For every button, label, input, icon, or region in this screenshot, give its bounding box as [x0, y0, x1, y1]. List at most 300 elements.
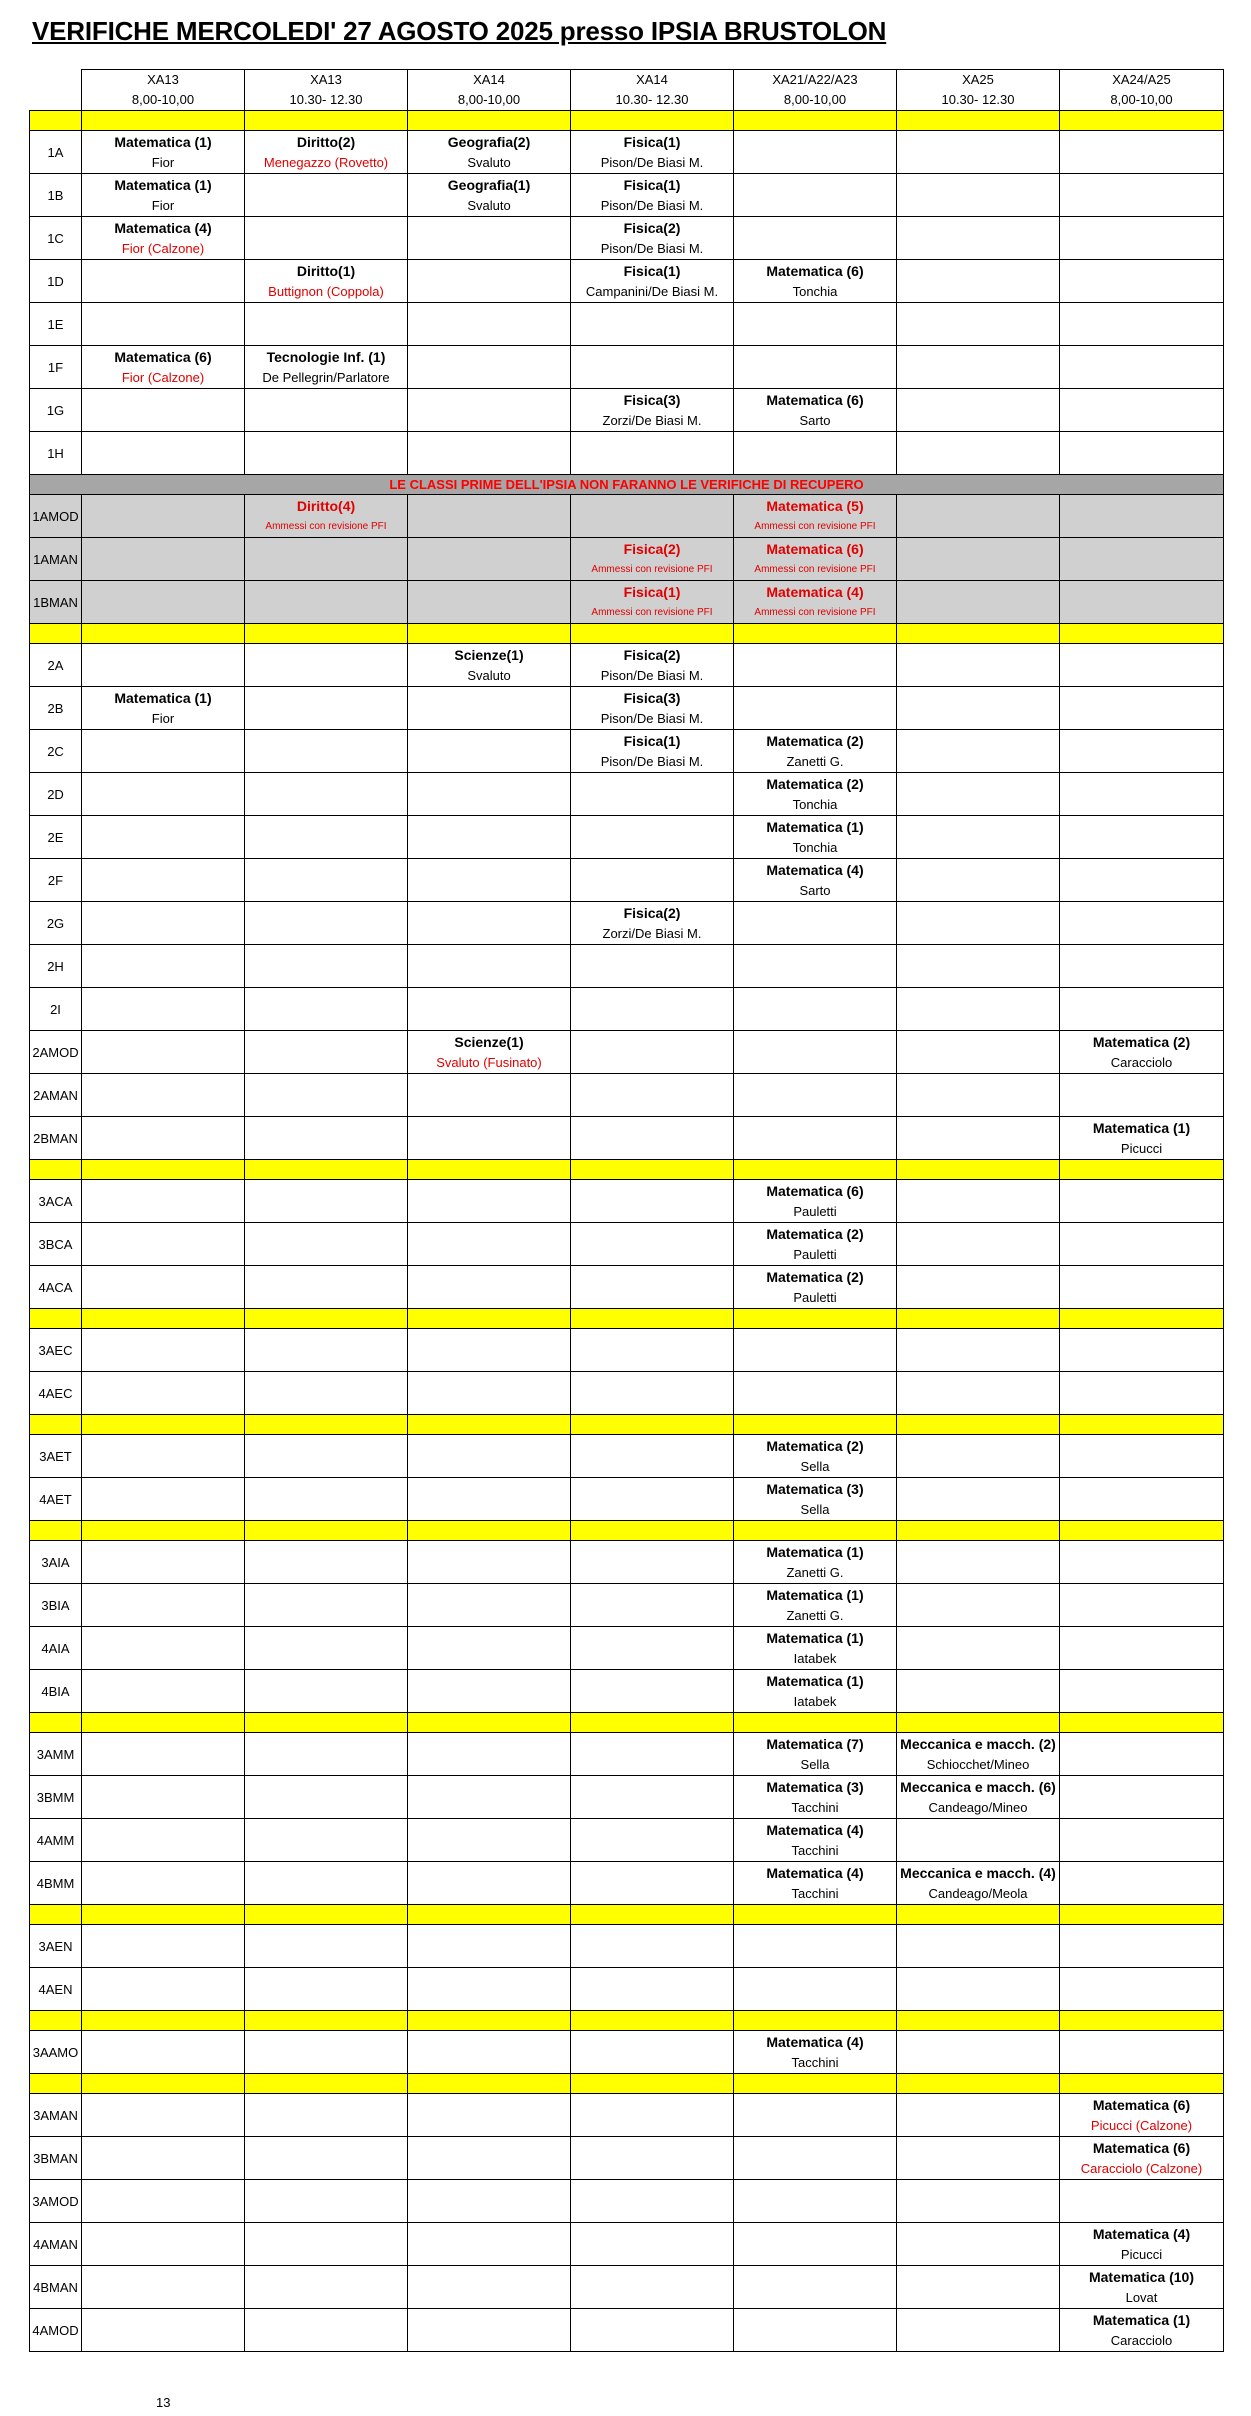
exam-cell — [734, 1266, 897, 1309]
exam-cell — [734, 1372, 897, 1415]
exam-subject: Matematica (6) — [1092, 2139, 1191, 2156]
exam-cell — [897, 260, 1060, 303]
exam-cell — [408, 1776, 571, 1819]
separator-row — [30, 1713, 1224, 1733]
class-row — [30, 730, 1224, 773]
exam-cell — [734, 1584, 897, 1627]
exam-subject: Matematica (6) — [114, 348, 212, 365]
exam-cell — [82, 773, 245, 816]
exam-cell — [734, 1541, 897, 1584]
exam-cell — [245, 1117, 408, 1160]
exam-teacher: Buttignon (Coppola) — [268, 283, 384, 299]
exam-cell — [82, 2031, 245, 2074]
exam-cell — [897, 131, 1060, 174]
exam-teacher: Pison/De Biasi M. — [600, 197, 704, 213]
exam-subject: Diritto(2) — [296, 133, 356, 150]
separator-cell — [1060, 1309, 1224, 1329]
exam-cell — [571, 1372, 734, 1415]
exam-cell — [734, 1968, 897, 2011]
exam-subject: Matematica (2) — [766, 1437, 864, 1454]
exam-cell — [1060, 1031, 1224, 1074]
exam-cell — [245, 2031, 408, 2074]
exam-cell — [408, 346, 571, 389]
exam-cell — [571, 1180, 734, 1223]
class-row — [30, 773, 1224, 816]
exam-cell — [1060, 1733, 1224, 1776]
exam-cell — [897, 1968, 1060, 2011]
class-row — [30, 1223, 1224, 1266]
column-room: XA14 — [473, 72, 505, 87]
exam-teacher: Pison/De Biasi M. — [600, 154, 704, 170]
class-name: 3BMAN — [30, 2137, 82, 2180]
exam-subject: Tecnologie Inf. (1) — [266, 348, 386, 365]
exam-teacher: Candeago/Meola — [928, 1885, 1028, 1901]
exam-cell — [734, 432, 897, 475]
separator-cell — [408, 624, 571, 644]
exam-teacher: Iatabek — [793, 1650, 837, 1666]
exam-cell — [897, 432, 1060, 475]
exam-subject: Matematica (1) — [114, 176, 212, 193]
exam-teacher: Candeago/Mineo — [928, 1799, 1028, 1815]
exam-subject: Matematica (4) — [766, 1864, 864, 1881]
exam-cell — [245, 2180, 408, 2223]
column-room: XA24/A25 — [1112, 72, 1171, 87]
exam-teacher: Picucci — [1120, 2246, 1163, 2262]
exam-cell — [245, 1925, 408, 1968]
exam-teacher: Fior — [151, 197, 175, 213]
separator-cell — [897, 2011, 1060, 2031]
exam-cell — [897, 1478, 1060, 1521]
class-row — [30, 2094, 1224, 2137]
exam-cell — [897, 1180, 1060, 1223]
separator-cell — [1060, 111, 1224, 131]
exam-cell — [897, 1435, 1060, 1478]
separator-cell — [245, 1521, 408, 1541]
class-name: 1D — [30, 260, 82, 303]
exam-cell — [734, 389, 897, 432]
exam-cell — [1060, 2266, 1224, 2309]
exam-cell — [1060, 1117, 1224, 1160]
exam-cell — [734, 816, 897, 859]
separator-cell — [245, 2074, 408, 2094]
separator-cell — [245, 2011, 408, 2031]
exam-cell — [245, 495, 408, 538]
separator-cell — [82, 1415, 245, 1435]
exam-cell — [1060, 174, 1224, 217]
class-row — [30, 816, 1224, 859]
exam-cell — [82, 1627, 245, 1670]
exam-cell — [1060, 1541, 1224, 1584]
exam-cell — [245, 1862, 408, 1905]
exam-cell — [1060, 730, 1224, 773]
exam-cell — [1060, 687, 1224, 730]
exam-cell — [734, 1733, 897, 1776]
separator-cell — [30, 1713, 82, 1733]
exam-cell — [82, 131, 245, 174]
exam-cell — [897, 389, 1060, 432]
exam-teacher: Tonchia — [792, 283, 838, 299]
exam-cell — [82, 2309, 245, 2352]
exam-cell — [897, 1670, 1060, 1713]
exam-cell — [82, 1372, 245, 1415]
exam-teacher: Tacchini — [791, 1799, 839, 1815]
exam-cell — [734, 644, 897, 687]
separator-cell — [82, 2074, 245, 2094]
exam-cell — [734, 2180, 897, 2223]
exam-cell — [408, 1266, 571, 1309]
exam-cell — [82, 687, 245, 730]
exam-cell — [734, 1925, 897, 1968]
separator-cell — [571, 1713, 734, 1733]
class-row — [30, 1478, 1224, 1521]
exam-cell — [245, 816, 408, 859]
class-row — [30, 1180, 1224, 1223]
column-room: XA13 — [147, 72, 179, 87]
exam-cell — [571, 1733, 734, 1776]
separator-row — [30, 1160, 1224, 1180]
separator-cell — [30, 111, 82, 131]
exam-cell — [897, 773, 1060, 816]
exam-subject: Meccanica e macch. (2) — [900, 1735, 1056, 1752]
class-name: 1A — [30, 131, 82, 174]
exam-subject: Geografia(1) — [447, 176, 531, 193]
exam-cell — [82, 1223, 245, 1266]
exam-cell — [82, 988, 245, 1031]
class-row — [30, 346, 1224, 389]
exam-cell — [408, 1031, 571, 1074]
class-name: 4AEC — [30, 1372, 82, 1415]
exam-cell — [82, 432, 245, 475]
exam-teacher: Pauletti — [793, 1203, 837, 1219]
exam-cell — [571, 2137, 734, 2180]
exam-cell — [408, 1478, 571, 1521]
exam-subject: Matematica (1) — [766, 1629, 864, 1646]
class-row — [30, 260, 1224, 303]
exam-subject: Matematica (1) — [114, 689, 212, 706]
separator-cell — [734, 1713, 897, 1733]
exam-cell — [571, 1584, 734, 1627]
exam-cell — [82, 945, 245, 988]
exam-cell — [734, 2031, 897, 2074]
separator-cell — [245, 624, 408, 644]
exam-cell — [734, 260, 897, 303]
exam-cell — [571, 1435, 734, 1478]
exam-cell — [82, 1733, 245, 1776]
exam-cell — [245, 1819, 408, 1862]
column-time: 10.30- 12.30 — [615, 92, 689, 107]
class-name: 2AMAN — [30, 1074, 82, 1117]
separator-cell — [82, 1905, 245, 1925]
separator-cell — [734, 2074, 897, 2094]
exam-cell — [82, 1031, 245, 1074]
class-row — [30, 1862, 1224, 1905]
page-title: VERIFICHE MERCOLEDI' 27 AGOSTO 2025 presso IPSIA BRUSTOLON — [32, 16, 887, 46]
exam-cell — [571, 1074, 734, 1117]
exam-subject: Matematica (5) — [766, 497, 864, 514]
class-row — [30, 1776, 1224, 1819]
exam-cell — [571, 988, 734, 1031]
separator-cell — [30, 2074, 82, 2094]
exam-subject: Matematica (3) — [766, 1480, 864, 1497]
exam-cell — [245, 945, 408, 988]
exam-subject: Matematica (6) — [766, 1182, 864, 1199]
class-name: 4BMM — [30, 1862, 82, 1905]
page-number: 13 — [156, 2395, 171, 2410]
exam-cell — [571, 1031, 734, 1074]
exam-cell — [571, 687, 734, 730]
exam-cell — [82, 1329, 245, 1372]
exam-cell — [1060, 538, 1224, 581]
exam-subject: Matematica (1) — [114, 133, 212, 150]
exam-subject: Fisica(1) — [623, 133, 681, 150]
separator-cell — [408, 2074, 571, 2094]
class-row — [30, 1819, 1224, 1862]
exam-cell — [408, 816, 571, 859]
exam-cell — [82, 389, 245, 432]
separator-cell — [734, 1160, 897, 1180]
exam-cell — [245, 1372, 408, 1415]
exam-cell — [571, 945, 734, 988]
column-room: XA14 — [636, 72, 668, 87]
class-row — [30, 644, 1224, 687]
exam-cell — [245, 1968, 408, 2011]
class-name: 4BIA — [30, 1670, 82, 1713]
exam-cell — [245, 1733, 408, 1776]
exam-teacher: Zanetti G. — [786, 1564, 844, 1580]
exam-subject: Fisica(3) — [623, 391, 681, 408]
exam-cell — [245, 1074, 408, 1117]
exam-subject: Matematica (6) — [766, 262, 864, 279]
exam-cell — [1060, 2031, 1224, 2074]
class-name: 3BIA — [30, 1584, 82, 1627]
exam-cell — [897, 2031, 1060, 2074]
class-row — [30, 131, 1224, 174]
exam-cell — [897, 174, 1060, 217]
exam-note: Ammessi con revisione PFI — [591, 563, 713, 575]
separator-cell — [82, 1160, 245, 1180]
column-time: 8,00-10,00 — [783, 92, 847, 107]
exam-subject: Matematica (4) — [766, 861, 864, 878]
exam-cell — [408, 1819, 571, 1862]
exam-teacher: Caracciolo — [1110, 1054, 1173, 1070]
exam-cell — [1060, 1329, 1224, 1372]
exam-subject: Scienze(1) — [454, 646, 524, 663]
exam-subject: Matematica (6) — [766, 391, 864, 408]
separator-cell — [1060, 1415, 1224, 1435]
exam-cell — [897, 581, 1060, 624]
class-row — [30, 859, 1224, 902]
exam-cell — [408, 1541, 571, 1584]
separator-cell — [897, 1415, 1060, 1435]
exam-cell — [897, 538, 1060, 581]
exam-subject: Fisica(2) — [623, 219, 681, 236]
exam-cell — [82, 1968, 245, 2011]
exam-cell — [897, 687, 1060, 730]
separator-cell — [82, 1713, 245, 1733]
exam-cell — [245, 1180, 408, 1223]
separator-row — [30, 1309, 1224, 1329]
exam-note: Ammessi con revisione PFI — [754, 520, 876, 532]
class-row — [30, 581, 1224, 624]
class-row — [30, 2223, 1224, 2266]
separator-cell — [571, 624, 734, 644]
exam-cell — [1060, 1925, 1224, 1968]
separator-cell — [1060, 624, 1224, 644]
exam-cell — [734, 1435, 897, 1478]
exam-cell — [734, 1117, 897, 1160]
separator-cell — [82, 2011, 245, 2031]
exam-subject: Matematica (1) — [1092, 2311, 1191, 2328]
separator-cell — [897, 1713, 1060, 1733]
exam-subject: Meccanica e macch. (6) — [900, 1778, 1056, 1795]
exam-cell — [245, 2223, 408, 2266]
class-name: 4AEN — [30, 1968, 82, 2011]
separator-cell — [1060, 1521, 1224, 1541]
exam-cell — [82, 1541, 245, 1584]
exam-cell — [897, 303, 1060, 346]
separator-cell — [897, 1521, 1060, 1541]
exam-cell — [571, 1329, 734, 1372]
exam-cell — [734, 581, 897, 624]
exam-cell — [408, 2031, 571, 2074]
exam-teacher: Campanini/De Biasi M. — [585, 283, 719, 299]
exam-cell — [897, 2266, 1060, 2309]
exam-cell — [408, 2266, 571, 2309]
separator-cell — [571, 1160, 734, 1180]
exam-cell — [1060, 1266, 1224, 1309]
class-name: 2A — [30, 644, 82, 687]
exam-teacher: Tacchini — [791, 1842, 839, 1858]
exam-cell — [897, 1862, 1060, 1905]
exam-cell — [82, 2180, 245, 2223]
separator-cell — [1060, 1713, 1224, 1733]
exam-cell — [734, 1776, 897, 1819]
class-name: 4AET — [30, 1478, 82, 1521]
exam-cell — [82, 538, 245, 581]
exam-cell — [897, 1329, 1060, 1372]
exam-subject: Meccanica e macch. (4) — [900, 1864, 1056, 1881]
exam-cell — [1060, 432, 1224, 475]
exam-cell — [1060, 2137, 1224, 2180]
exam-cell — [245, 2137, 408, 2180]
exam-cell — [1060, 1435, 1224, 1478]
exam-cell — [571, 303, 734, 346]
exam-cell — [408, 1372, 571, 1415]
exam-cell — [734, 1223, 897, 1266]
exam-cell — [734, 988, 897, 1031]
column-header — [734, 70, 897, 111]
exam-cell — [82, 1584, 245, 1627]
exam-cell — [245, 1627, 408, 1670]
exam-cell — [897, 346, 1060, 389]
exam-cell — [82, 217, 245, 260]
exam-cell — [408, 1180, 571, 1223]
exam-teacher: Zanetti G. — [786, 753, 844, 769]
exam-teacher: Svaluto (Fusinato) — [436, 1054, 542, 1070]
exam-cell — [897, 2223, 1060, 2266]
column-time: 8,00-10,00 — [457, 92, 521, 107]
exam-subject: Matematica (4) — [1092, 2225, 1191, 2242]
class-row — [30, 303, 1224, 346]
exam-teacher: Sella — [800, 1501, 830, 1517]
exam-cell — [245, 730, 408, 773]
separator-cell — [82, 624, 245, 644]
exam-cell — [408, 538, 571, 581]
exam-cell — [245, 432, 408, 475]
exam-cell — [245, 303, 408, 346]
class-row — [30, 432, 1224, 475]
exam-subject: Matematica (2) — [1092, 1033, 1191, 1050]
exam-cell — [571, 581, 734, 624]
separator-cell — [408, 1905, 571, 1925]
exam-cell — [1060, 1478, 1224, 1521]
exam-cell — [571, 1117, 734, 1160]
exam-cell — [408, 260, 571, 303]
class-name: 3BMM — [30, 1776, 82, 1819]
exam-cell — [245, 1223, 408, 1266]
exam-cell — [734, 902, 897, 945]
exam-cell — [571, 538, 734, 581]
exam-cell — [408, 495, 571, 538]
exam-cell — [82, 260, 245, 303]
class-row — [30, 1541, 1224, 1584]
exam-cell — [571, 217, 734, 260]
exam-cell — [82, 1266, 245, 1309]
exam-cell — [734, 217, 897, 260]
exam-teacher: Sarto — [799, 882, 831, 898]
class-row — [30, 1031, 1224, 1074]
separator-cell — [897, 111, 1060, 131]
exam-cell — [82, 1478, 245, 1521]
exam-teacher: Svaluto — [467, 197, 511, 213]
exam-subject: Matematica (1) — [766, 1586, 864, 1603]
exam-cell — [408, 1670, 571, 1713]
exam-subject: Fisica(1) — [623, 262, 681, 279]
exam-cell — [734, 1074, 897, 1117]
separator-cell — [82, 1309, 245, 1329]
exam-cell — [734, 538, 897, 581]
exam-teacher: Sella — [800, 1756, 830, 1772]
exam-cell — [245, 859, 408, 902]
column-time: 10.30- 12.30 — [941, 92, 1015, 107]
exam-cell — [245, 1435, 408, 1478]
column-header — [245, 70, 408, 111]
separator-cell — [571, 1905, 734, 1925]
class-name: 4AMOD — [30, 2309, 82, 2352]
separator-cell — [408, 1309, 571, 1329]
exam-cell — [1060, 2180, 1224, 2223]
exam-cell — [734, 1819, 897, 1862]
class-name: 2H — [30, 945, 82, 988]
exam-cell — [897, 1584, 1060, 1627]
exam-cell — [82, 644, 245, 687]
class-row — [30, 988, 1224, 1031]
exam-cell — [408, 217, 571, 260]
exam-cell — [245, 2309, 408, 2352]
class-name: 3AIA — [30, 1541, 82, 1584]
exam-teacher: Tonchia — [792, 839, 838, 855]
separator-cell — [408, 1415, 571, 1435]
exam-cell — [734, 174, 897, 217]
exam-cell — [571, 1478, 734, 1521]
exam-teacher: Lovat — [1125, 2289, 1158, 2305]
class-name: 3AEC — [30, 1329, 82, 1372]
separator-cell — [245, 1415, 408, 1435]
exam-cell — [734, 131, 897, 174]
exam-cell — [245, 538, 408, 581]
exam-cell — [82, 1670, 245, 1713]
separator-cell — [897, 2074, 1060, 2094]
